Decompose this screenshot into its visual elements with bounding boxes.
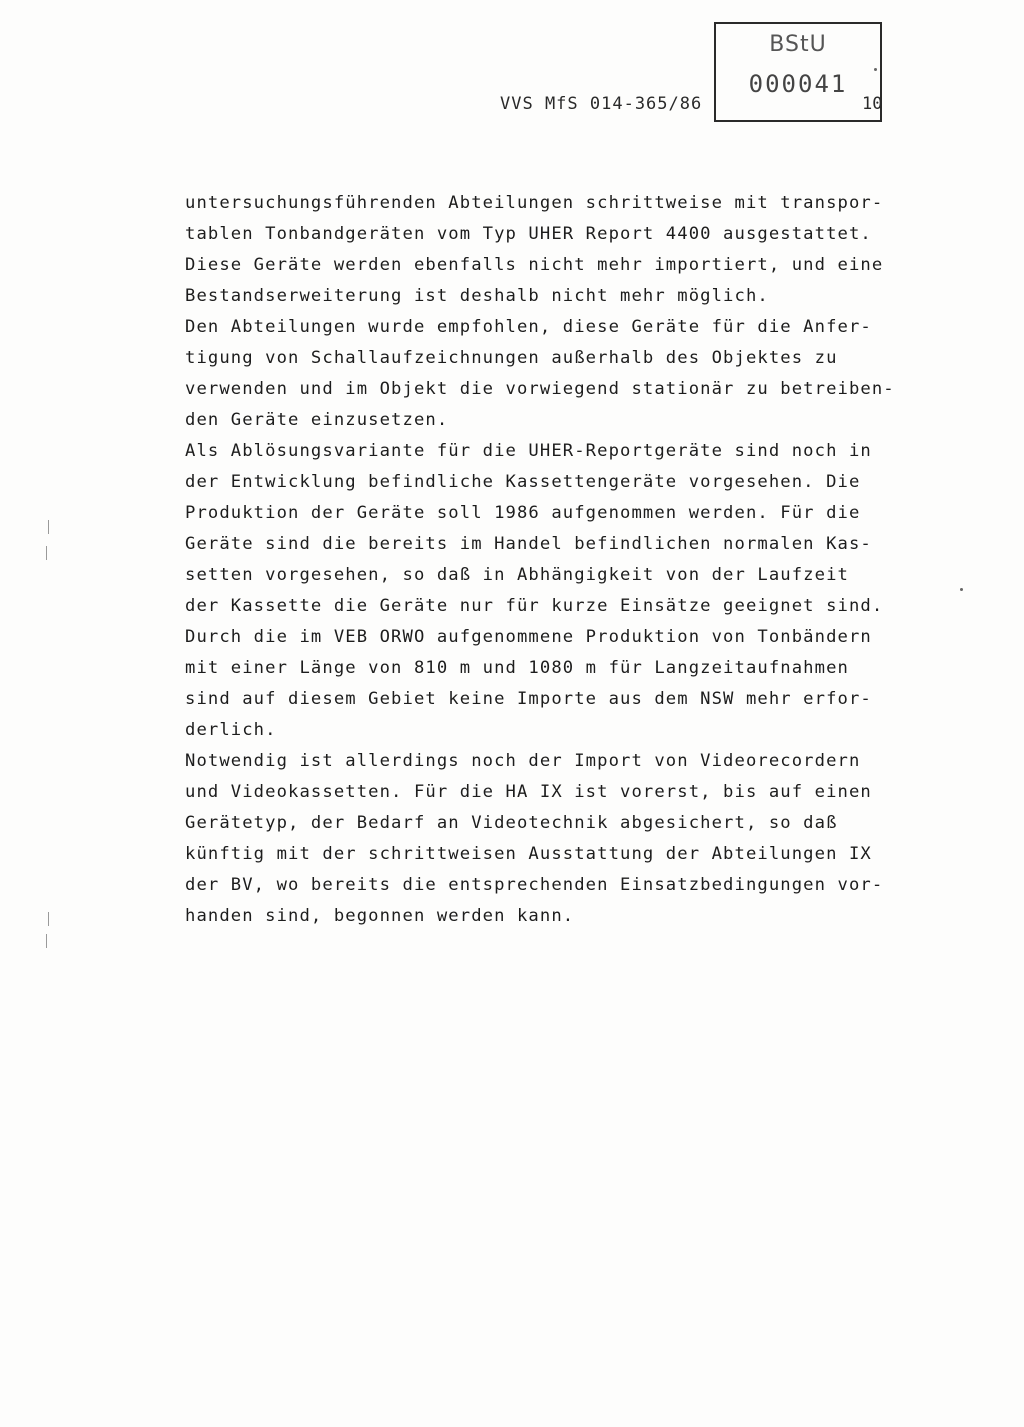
- text-line: derlich.: [185, 720, 277, 740]
- text-line: der Entwicklung befindliche Kassettengeräte vorgesehen. Die: [185, 472, 861, 492]
- text-line: Gerätetyp, der Bedarf an Videotechnik abgesichert, so daß: [185, 813, 838, 833]
- text-line: handen sind, begonnen werden kann.: [185, 906, 575, 926]
- archive-stamp: [714, 22, 882, 122]
- text-line: Durch die im VEB ORWO aufgenommene Produktion von Tonbändern: [185, 627, 872, 647]
- text-line: sind auf diesem Gebiet keine Importe aus dem NSW mehr erfor-: [185, 689, 872, 709]
- stamp-number: 000041: [748, 70, 848, 98]
- text-line: und Videokassetten. Für die HA IX ist vorerst, bis auf einen: [185, 782, 872, 802]
- document-reference: VVS MfS 014-365/86: [500, 94, 703, 114]
- text-line: den Geräte einzusetzen.: [185, 410, 449, 430]
- text-line: setten vorgesehen, so daß in Abhängigkeit von der Laufzeit: [185, 565, 849, 585]
- text-line: der BV, wo bereits die entsprechenden Einsatzbedingungen vor-: [185, 875, 884, 895]
- text-line: Als Ablösungsvariante für die UHER-Reportgeräte sind noch in: [185, 441, 872, 461]
- body-text: [185, 188, 975, 932]
- text-line: der Kassette die Geräte nur für kurze Einsätze geeignet sind.: [185, 596, 884, 616]
- text-line: Den Abteilungen wurde empfohlen, diese Geräte für die Anfer-: [185, 317, 872, 337]
- text-line: Notwendig ist allerdings noch der Import von Videorecordern: [185, 751, 861, 771]
- page-number: 10: [862, 94, 883, 114]
- scan-mark: [48, 520, 49, 534]
- scan-mark: [46, 934, 47, 948]
- scan-dot: [874, 68, 877, 71]
- text-line: tigung von Schallaufzeichnungen außerhalb des Objektes zu: [185, 348, 838, 368]
- scan-mark: [46, 546, 47, 560]
- text-line: künftig mit der schrittweisen Ausstattung der Abteilungen IX: [185, 844, 872, 864]
- text-line: mit einer Länge von 810 m und 1080 m für Langzeitaufnahmen: [185, 658, 849, 678]
- text-line: Diese Geräte werden ebenfalls nicht mehr importiert, und eine: [185, 255, 884, 275]
- text-line: verwenden und im Objekt die vorwiegend stationär zu betreiben-: [185, 379, 895, 399]
- text-line: Geräte sind die bereits im Handel befindlichen normalen Kas-: [185, 534, 872, 554]
- text-line: untersuchungsführenden Abteilungen schrittweise mit transpor-: [185, 193, 884, 213]
- text-line: Produktion der Geräte soll 1986 aufgenommen werden. Für die: [185, 503, 861, 523]
- scan-mark: [48, 912, 49, 926]
- scan-dot: [960, 588, 963, 591]
- text-line: Bestandserweiterung ist deshalb nicht mehr möglich.: [185, 286, 769, 306]
- text-line: tablen Tonbandgeräten vom Typ UHER Report 4400 ausgestattet.: [185, 224, 872, 244]
- stamp-agency: BStU: [769, 32, 827, 57]
